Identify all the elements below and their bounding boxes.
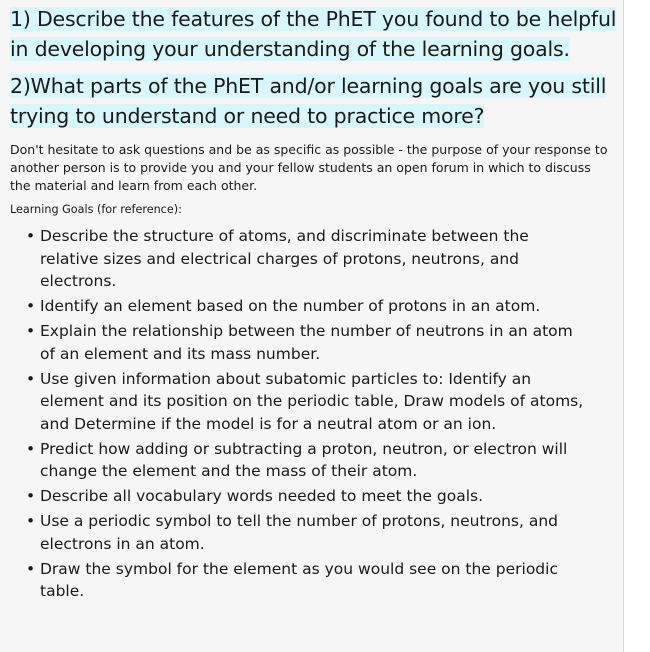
learning-goal-item xyxy=(26,510,585,555)
bullet-icon: • xyxy=(26,487,36,505)
bullet-icon: • xyxy=(26,369,36,388)
bullet-icon: • xyxy=(26,512,36,530)
learning-goal-text: Predict how adding or subtracting a proton, neutron, or electron will change the element and the mass of their atom. xyxy=(40,439,568,480)
bullet-icon: • xyxy=(26,439,36,458)
question-2 xyxy=(10,71,623,131)
learning-goal-text: Describe all vocabulary words needed to meet the goals. xyxy=(40,487,483,505)
learning-goal-item xyxy=(26,438,585,483)
bullet-icon: • xyxy=(26,227,36,245)
learning-goal-text: Use given information about subatomic particles to: Identify an element and its position on the periodic table, Draw models of atoms, and Determine if the model is for a neutral atom or an ion. xyxy=(40,369,584,433)
learning-goal-item xyxy=(26,558,585,603)
question-1 xyxy=(10,4,623,64)
learning-goal-text: Explain the relationship between the number of neutrons in an atom of an element and its mass number. xyxy=(40,322,573,363)
learning-goal-text: Describe the structure of atoms, and discriminate between the relative sizes and electrical charges of protons, neutrons, and electrons. xyxy=(40,227,529,290)
question-2-text: 2)What parts of the PhET and/or learning goals are you still trying to understand or need to practice more? xyxy=(10,74,607,128)
learning-goals-list xyxy=(10,225,623,603)
learning-goal-text: Draw the symbol for the element as you would see on the periodic table. xyxy=(40,559,558,600)
bullet-icon: • xyxy=(26,322,36,340)
bullet-icon: • xyxy=(26,297,36,315)
learning-goal-item xyxy=(26,320,585,365)
learning-goal-item xyxy=(26,368,585,436)
learning-goal-text: Identify an element based on the number of protons in an atom. xyxy=(40,297,541,315)
learning-goals-label: Learning Goals (for reference): xyxy=(10,203,182,216)
instructions-text: Don't hesitate to ask questions and be as specific as possible - the purpose of your response to another person is to provide you and your fellow students an open forum in which to discuss the material and learn from each other. xyxy=(10,142,608,193)
learning-goal-item xyxy=(26,295,585,318)
learning-goal-item xyxy=(26,225,585,293)
learning-goal-text: Use a periodic symbol to tell the number of protons, neutrons, and electrons in an atom. xyxy=(40,512,558,553)
learning-goal-item xyxy=(26,485,585,508)
bullet-icon: • xyxy=(26,559,36,578)
question-1-text: 1) Describe the features of the PhET you found to be helpful in developing your understanding of the learning goals. xyxy=(10,7,617,61)
